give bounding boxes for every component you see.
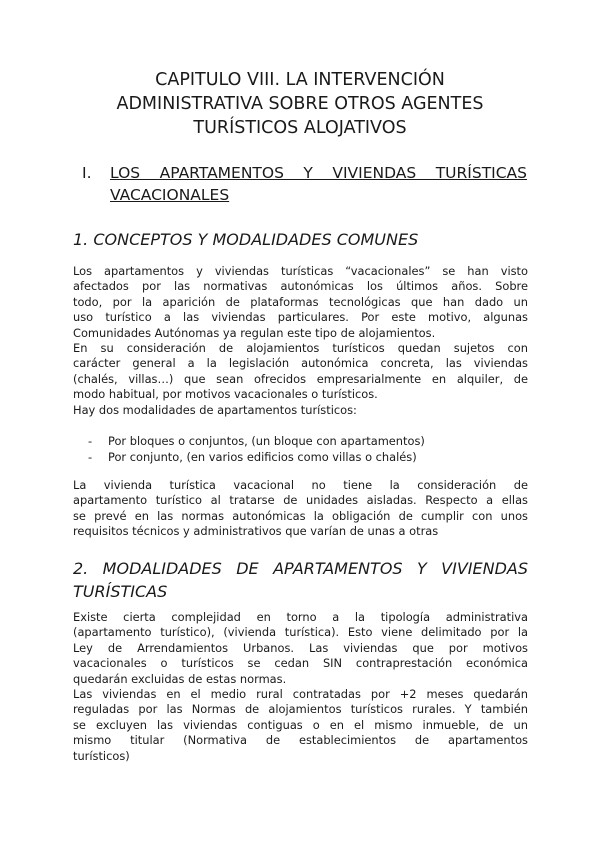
paragraph (73, 478, 528, 540)
section-heading (82, 162, 527, 206)
section-number: I. (82, 164, 92, 182)
bullet-marker: - (88, 434, 93, 448)
text-line: carácter general a la legislación autonómica concreta, las viviendas (73, 356, 528, 371)
bullet-list (88, 434, 528, 465)
section-title: LOS APARTAMENTOS Y VIVIENDAS TURÍSTICAS VACACIONALES (110, 164, 527, 204)
paragraph (73, 610, 528, 764)
chapter-title-line: TURÍSTICOS ALOJATIVOS (193, 118, 407, 138)
text-line: vacacionales o turísticos se cedan SIN contraprestación económica (73, 656, 528, 671)
text-line: (apartamento turístico), (vivienda turística). Esto viene delimitado por la (73, 625, 528, 640)
text-line: turísticos) (73, 748, 130, 763)
chapter-title-line: ADMINISTRATIVA SOBRE OTROS AGENTES (116, 94, 484, 114)
text-line: se prevé en las normas autonómicas la obligación de cumplir con unos (73, 508, 528, 523)
text-line: todo, por la aparición de plataformas tecnológicas que han dado un (73, 294, 528, 309)
list-item (88, 450, 528, 466)
text-line: se excluyen las viviendas contiguas o en el mismo inmueble, de un (73, 717, 528, 732)
chapter-title (60, 68, 540, 140)
text-line: uso turístico a las viviendas particulares. Por este motivo, algunas (73, 310, 528, 325)
text-line: afectados por las normativas autonómicas los últimos años. Sobre (73, 279, 528, 294)
text-line: Comunidades Autónomas ya regulan este tipo de alojamientos. (73, 325, 436, 340)
text-line: En su consideración de alojamientos turísticos quedan sujetos con (73, 341, 528, 356)
chapter-title-line: CAPITULO VIII. LA INTERVENCIÓN (155, 70, 445, 90)
text-line: mismo titular (Normativa de establecimientos de apartamentos (73, 733, 528, 748)
text-line: modo habitual, por motivos vacacionales o turísticos. (73, 387, 378, 402)
text-line: (chalés, villas…) que sean ofrecidos empresarialmente en alquiler, de (73, 371, 528, 386)
bullet-marker: - (88, 449, 93, 464)
paragraph (73, 264, 528, 418)
list-item-text: Por bloques o conjuntos, (un bloque con apartamentos) (108, 434, 425, 448)
text-line: La vivienda turística vacacional no tiene la consideración de (73, 478, 528, 492)
text-line: Existe cierta complejidad en torno a la tipología administrativa (73, 610, 528, 624)
text-line: Las viviendas en el medio rural contratadas por +2 meses quedarán (73, 687, 528, 702)
text-line: reguladas por las Normas de alojamientos turísticos rurales. Y también (73, 702, 528, 717)
list-item-text: Por conjunto, (en varios edificios como villas o chalés) (108, 449, 417, 464)
text-line: Hay dos modalidades de apartamentos turísticos: (73, 402, 357, 417)
text-line: quedarán excluidas de estas normas. (73, 671, 287, 686)
subsection-heading-2: 2. MODALIDADES DE APARTAMENTOS Y VIVIENDAS TURÍSTICAS (73, 559, 528, 601)
list-item (88, 434, 528, 450)
text-line: apartamento turístico al tratarse de unidades aisladas. Respecto a ellas (73, 493, 528, 508)
subsection-heading-1: 1. CONCEPTOS Y MODALIDADES COMUNES (73, 230, 419, 249)
text-line: Ley de Arrendamientos Urbanos. Las viviendas que por motivos (73, 640, 528, 655)
text-line: requisitos técnicos y administrativos que varían de unas a otras (73, 524, 439, 539)
text-line: Los apartamentos y viviendas turísticas “vacacionales” se han visto (73, 264, 528, 278)
